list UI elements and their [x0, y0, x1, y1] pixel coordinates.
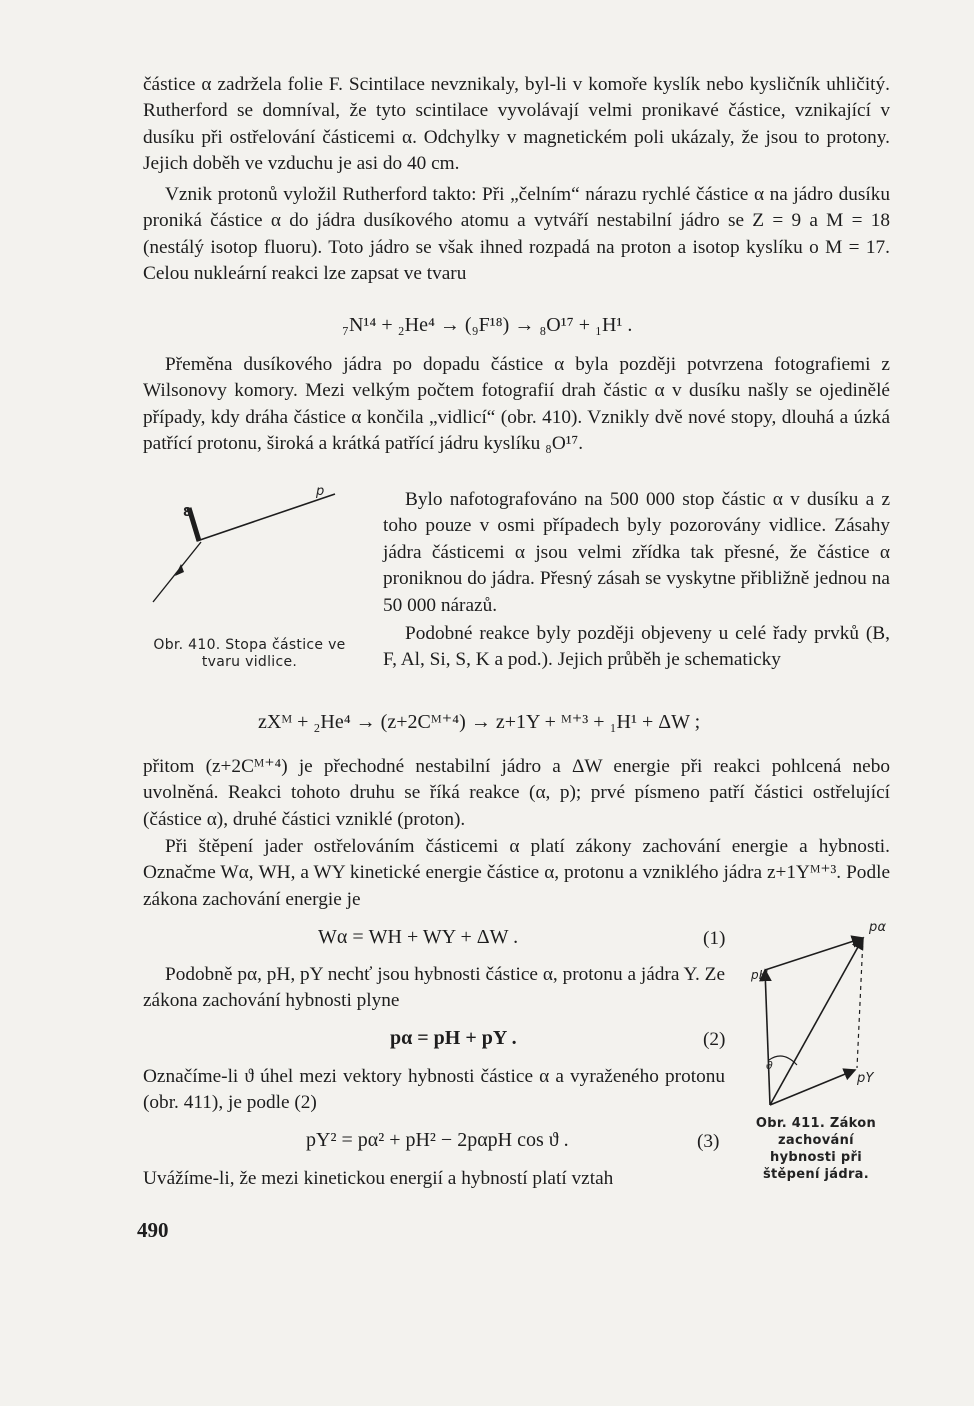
figure-411-label-theta: ϑ: [766, 1059, 774, 1072]
figure-410-caption: Obr. 410. Stopa částice ve tvaru vidlice.: [153, 637, 346, 670]
paragraph-4: Bylo nafotografováno na 500 000 stop částic α v dusíku a z toho pouze v osmi případech byly pozorovány vidlice. Zásahy jádra částicemi α jsou velmi zřídka tak přesné, že částice α proniknou do jádra. Přesný zásah se vyskytne přibližně jednou na 50 000 nárazů.: [383, 489, 890, 616]
figure-411-label-pa: pα: [869, 920, 887, 935]
equation-2: pα = pH + pY .: [390, 1027, 517, 1049]
paragraph-7: Při štěpení jader ostřelováním částicemi α platí zákony zachování energie a hybnosti. Označme Wα, WH, a WY kinetické energie částice α, protonu a vzniklého jádra z+1Yᴹ⁺³. Podle zákona zachování energie je: [143, 836, 890, 910]
equation-3-number: (3): [697, 1131, 720, 1152]
figure-410-fork-track: [145, 478, 345, 608]
equation-general-reaction: zXᴹ + ₂He⁴ → (z+2Cᴹ⁺⁴) → z+1Y + ᴹ⁺³ + ₁H¹ + ΔW ;: [258, 711, 701, 733]
figure-410-label-8: 8: [183, 505, 192, 519]
figure-411-label-ph: pH: [751, 968, 769, 982]
figure-411-caption: Obr. 411. Zákon zachování hybnosti při štěpení jádra.: [755, 1116, 877, 1182]
paragraph-10: Uvážíme-li, že mezi kinetickou energií a hybností platí vztah: [143, 1168, 614, 1189]
equation-1: Wα = WH + WY + ΔW .: [318, 926, 519, 948]
equation-3: pY² = pα² + pH² − 2pαpH cos ϑ .: [306, 1129, 569, 1151]
equation-2-number: (2): [703, 1029, 726, 1050]
paragraph-1: částice α zadržela folie F. Scintilace nevznikaly, byl-li v komoře kyslík nebo kysličník uhličitý. Rutherford se domníval, že tyto scintilace vyvolávají velmi pronikavé částice, vznikající v dusíku při ostřelování částicemi α. Odchylky v magnetickém poli ukázaly, že jsou to protony. Jejich doběh ve vzduchu je asi do 40 cm.: [143, 74, 890, 175]
paragraph-3: Přeměna dusíkového jádra po dopadu částice α byla později potvrzena fotografiemi z Wilsonovy komory. Mezi velkým počtem fotografií drah částic α v dusíku našly se ojedinělé případy, kdy dráha částice α končila „vidlicí“ (obr. 410). Vznikly dvě nové stopy, dlouhá a úzká patřící protonu, široká a krátká patřící jádru kyslíku ₈O¹⁷.: [143, 354, 890, 455]
figure-410-label-p: p: [316, 484, 325, 499]
paragraph-6: přitom (z+2Cᴹ⁺⁴) je přechodné nestabilní jádro a ΔW energie při reakci pohlcená nebo uvolněná. Reakci tohoto druhu se říká reakce (α, p); prvé písmeno patří částici ostřelující (částice α), druhé částici vzniklé (proton).: [143, 756, 890, 830]
paragraph-8: Podobně pα, pH, pY nechť jsou hybnosti částice α, protonu a jádra Y. Ze zákona zachování hybnosti plyne: [143, 964, 725, 1012]
page-number: 490: [137, 1218, 169, 1242]
paragraph-2: Vznik protonů vyložil Rutherford takto: Při „čelním“ nárazu rychlé částice α na jádro dusíku proniká částice α do jádra dusíkového atomu a vytváří nestabilní jádro se Z = 9 a M = 18 (nestálý isotop fluoru). Toto jádro se však ihned rozpadá na proton a isotop kyslíku o M = 17. Celou nukleární reakci lze zapsat ve tvaru: [143, 184, 890, 285]
equation-1-number: (1): [703, 928, 726, 949]
equation-nitrogen-reaction: ₇N¹⁴ + ₂He⁴ → (₉F¹⁸) → ₈O¹⁷ + ₁H¹ .: [342, 314, 633, 336]
paragraph-5: Podobné reakce byly později objeveny u celé řady prvků (B, F, Al, Si, S, K a pod.). Jejich průběh je schematicky: [383, 623, 890, 671]
figure-411-label-py: pY: [857, 1071, 874, 1086]
paragraph-9: Označíme-li ϑ úhel mezi vektory hybnosti částice α a vyraženého protonu (obr. 411), je podle (2): [143, 1066, 725, 1114]
